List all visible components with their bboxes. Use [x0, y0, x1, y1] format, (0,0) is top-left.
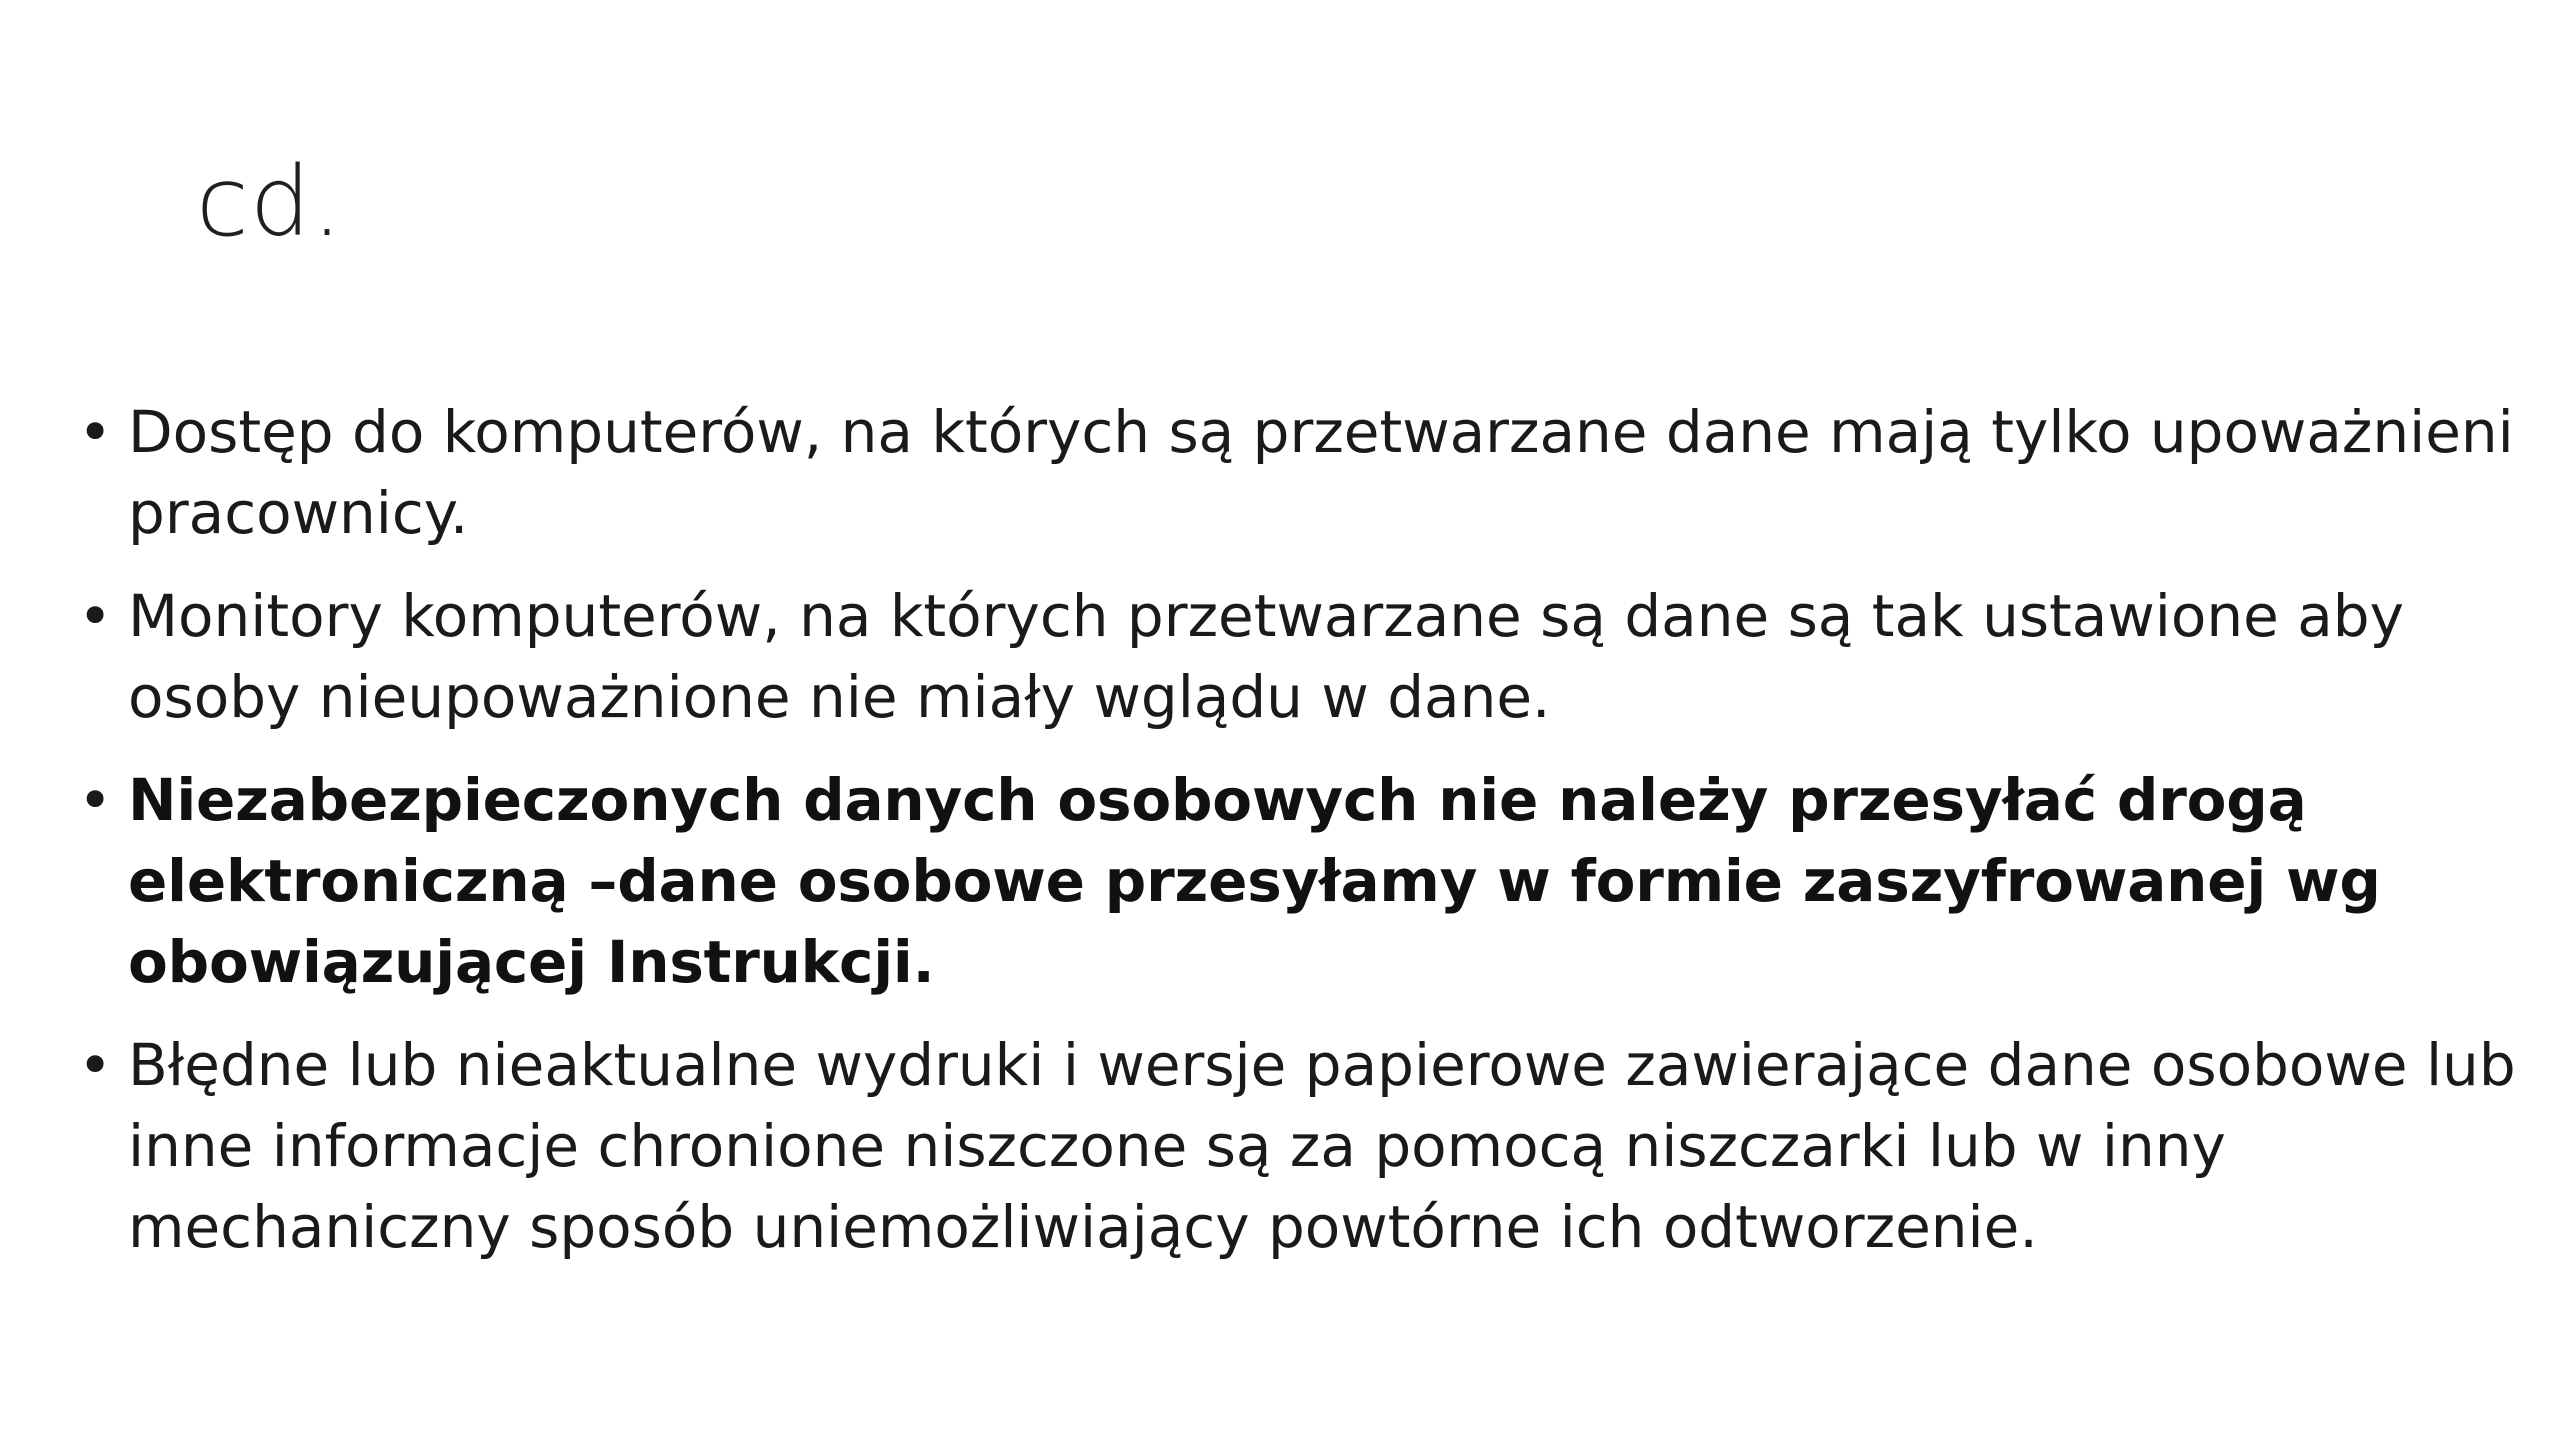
bullet-item	[78, 1025, 2518, 1268]
bullet-item	[78, 392, 2518, 554]
bullet-text: Błędne lub nieaktualne wydruki i wersje papierowe zawierające dane osobowe lub inne informacje chronione niszczone są za pomocą niszczarki lub w inny mechaniczny sposób uniemożliwiający powtórne ich odtworzenie.	[128, 1031, 2516, 1261]
bullet-item-bold	[78, 760, 2518, 1003]
bullet-icon: •	[78, 1031, 113, 1099]
bullet-list	[78, 392, 2518, 1268]
bullet-icon: •	[78, 398, 113, 466]
bullet-icon: •	[78, 582, 113, 650]
bullet-item	[78, 576, 2518, 738]
bullet-icon: •	[78, 766, 113, 834]
bullet-text: Niezabezpieczonych danych osobowych nie należy przesyłać drogą elektroniczną –dane osobowe przesyłamy w formie zaszyfrowanej wg obowiązującej Instrukcji.	[128, 766, 2381, 996]
bullet-text: Dostęp do komputerów, na których są przetwarzane dane mają tylko upoważnieni pracownicy.	[128, 398, 2514, 547]
slide-content	[78, 392, 2518, 1290]
bullet-text: Monitory komputerów, na których przetwarzane są dane są tak ustawione aby osoby nieupoważnione nie miały wglądu w dane.	[128, 582, 2404, 731]
slide-title: cd.	[196, 146, 344, 258]
